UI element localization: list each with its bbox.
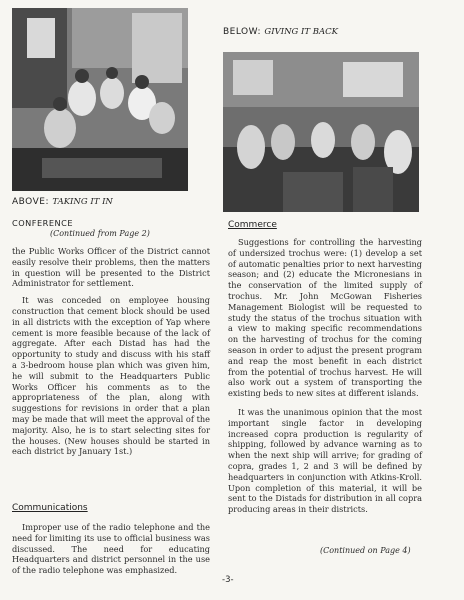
right-column [228, 237, 422, 521]
photo-taking-it-in [12, 8, 188, 191]
left-paragraph: the Public Works Officer of the District cannot easily resolve their problems, then the matters in question will be presented to the District Administrator for settlement. [12, 246, 210, 289]
left-column [12, 246, 210, 463]
below-caption-prefix: BELOW: [223, 27, 262, 37]
continued-from: (Continued from Page 2) [50, 229, 150, 238]
communications-heading: Communications [12, 503, 88, 513]
right-paragraph: Suggestions for controlling the harvesting of undersized trochus were: (1) develop a set of automatic penalties prior to next harvesting season; and (2) educate the Micronesians in the conservation of the limited supply of trochus. Mr. John McGowan Fisheries Management Biologist will be requested to study the status of the trochus situation with a view to making specific recommendations on the harvesting of trochus for the coming season in order to adjust the present program and reap the most benefit in each district from the potential of trochus harvest. He will also work out a system of transporting the existing beds to new sites at different islands. [228, 237, 422, 399]
below-caption-title: GIVING IT BACK [264, 27, 338, 37]
above-caption-title: TAKING IT IN [52, 197, 113, 207]
continued-on: (Continued on Page 4) [320, 546, 411, 555]
communications-body [12, 522, 210, 582]
page-number: -3- [222, 575, 234, 585]
above-caption-prefix: ABOVE: [12, 197, 49, 207]
photo-giving-it-back [223, 52, 419, 212]
below-caption [223, 27, 338, 37]
right-paragraph: It was the unanimous opinion that the most important single factor in developing increased copra production is regularity of shipping, followed by advance warning as to when the next ship will arrive; for grading of copra, grades 1, 2 and 3 will be defined by headquarters in conjunction with Atkins-Kroll. Upon completion of this material, it will be sent to the Distads for distribution in all copra producing areas in their districts. [228, 406, 422, 515]
commerce-heading: Commerce [228, 220, 277, 230]
communications-paragraph: Improper use of the radio telephone and the need for limiting its use to official business was discussed. The need for educating Headquarters and district personnel in the use of the radio telephone was emphasized. [12, 522, 210, 576]
left-paragraph: It was conceded on employee housing construction that cement block should be used in all districts with the exception of Yap where cement is more feasible because of the lack of aggregate. After each Distad has had the opportunity to study and discuss with his staff a 3-bedroom house plan which was given him, he will submit to the Headquarters Public Works Officer his comments as to the appropriateness of the plan, along with suggestions for revisions in order that a plan may be made that will meet the approval of the majority. Also, he is to start selecting sites for the houses. (New houses should be started in each district by January 1st.) [12, 295, 210, 457]
conference-label: CONFERENCE [12, 218, 74, 228]
above-caption [12, 197, 113, 207]
